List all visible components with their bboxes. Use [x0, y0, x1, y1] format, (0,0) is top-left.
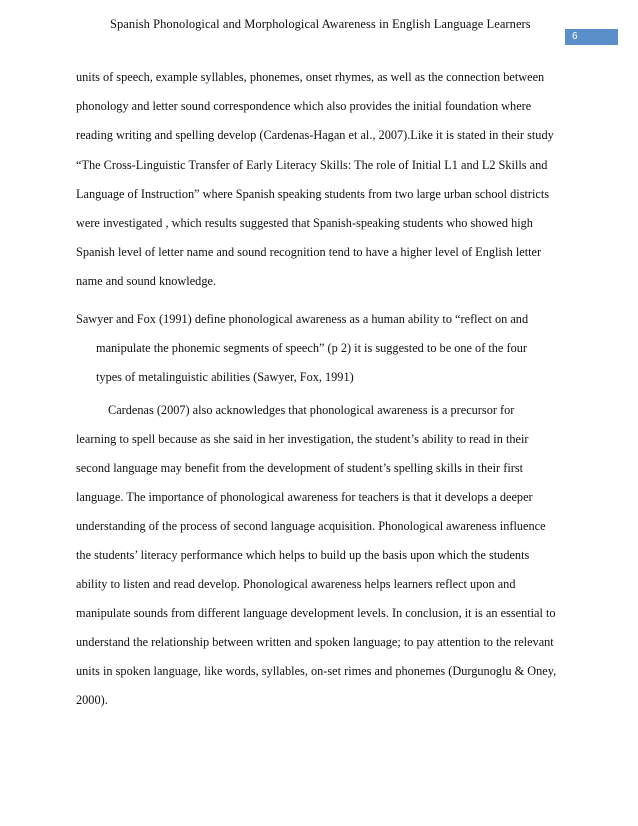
paragraph-1-line-8: name and sound knowledge. [76, 274, 217, 288]
paragraph-3-line-2: learning to spell because as she said in her investigation, the student’s ability to read in their [76, 432, 529, 446]
paragraph-3-line-9: understand the relationship between written and spoken language; to pay attention to the relevant [76, 635, 554, 649]
paragraph-1-line-7: Spanish level of letter name and sound recognition tend to have a higher level of English letter [76, 245, 542, 259]
paragraph-1-line-1: units of speech, example syllables, phonemes, onset rhymes, as well as the connection between [76, 70, 545, 84]
paragraph-1-line-5: Language of Instruction” where Spanish speaking students from two large urban school districts [76, 187, 550, 201]
paragraph-1-line-4: “The Cross-Linguistic Transfer of Early Literacy Skills: The role of Initial L1 and L2 Skills and [76, 158, 548, 172]
paragraph-3-line-1: Cardenas (2007) also acknowledges that phonological awareness is a precursor for [108, 403, 515, 417]
paragraph-2-line-3: types of metalinguistic abilities (Sawyer, Fox, 1991) [96, 370, 354, 384]
paragraph-3-line-6: the students’ literacy performance which helps to build up the basis upon which the students [76, 548, 530, 562]
paragraph-2-line-2: manipulate the phonemic segments of speech” (p 2) it is suggested to be one of the four [96, 341, 527, 355]
paragraph-3-line-7: ability to listen and read develop. Phonological awareness helps learners reflect upon and [76, 577, 516, 591]
paragraph-3-line-8: manipulate sounds from different language development levels. In conclusion, it is an essential to [76, 606, 556, 620]
paragraph-2-line-1: Sawyer and Fox (1991) define phonological awareness as a human ability to “reflect on and [76, 312, 529, 326]
running-head: Spanish Phonological and Morphological Awareness in English Language Learners [110, 17, 531, 31]
paragraph-3-line-10: units in spoken language, like words, syllables, on-set rimes and phonemes (Durgunoglu & Oney, [76, 664, 557, 678]
paragraph-3-line-4: language. The importance of phonological awareness for teachers is that it develops a deeper [76, 490, 533, 504]
paragraph-3-line-3: second language may benefit from the development of student’s spelling skills in their first [76, 461, 524, 475]
page-number-badge: 6 [565, 29, 618, 45]
paragraph-3-line-5: understanding of the process of second language acquisition. Phonological awareness influence [76, 519, 546, 533]
paragraph-1-line-6: were investigated , which results suggested that Spanish-speaking students who showed high [76, 216, 533, 230]
paragraph-3-line-11: 2000). [76, 693, 108, 707]
paragraph-1-line-2: phonology and letter sound correspondence which also provides the initial foundation where [76, 99, 532, 113]
paragraph-1-line-3: reading writing and spelling develop (Cardenas-Hagan et al., 2007).Like it is stated in their study [76, 128, 554, 142]
